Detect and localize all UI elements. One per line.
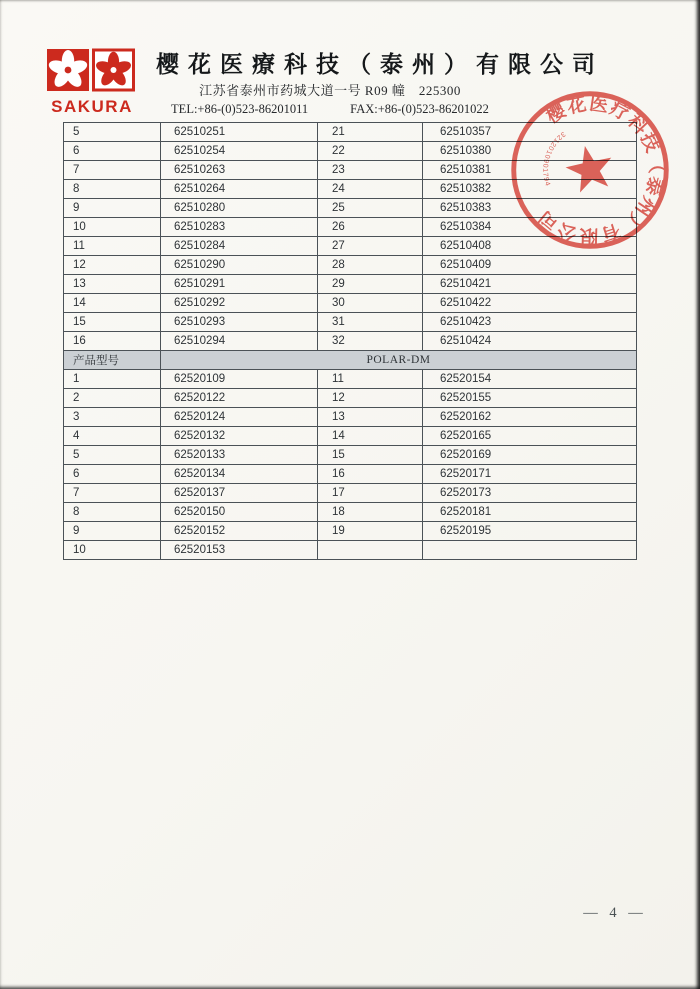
row-index-cell: 5 [64, 123, 161, 142]
row-index-cell: 10 [64, 218, 161, 237]
serial-number-cell: 62520137 [161, 484, 318, 503]
serial-number-cell: 62510409 [423, 256, 637, 275]
model-header-section [64, 351, 637, 370]
serial-number-table [63, 122, 637, 560]
serial-number-cell: 62510408 [423, 237, 637, 256]
serial-number-cell: 62510381 [423, 161, 637, 180]
table-row [64, 294, 637, 313]
row-index-cell: 10 [64, 541, 161, 560]
serial-number-cell: 62510382 [423, 180, 637, 199]
row-index-cell: 3 [64, 408, 161, 427]
row-index-cell: 19 [318, 522, 423, 541]
row-index-cell: 18 [318, 503, 423, 522]
row-index-cell: 27 [318, 237, 423, 256]
row-index-cell: 2 [64, 389, 161, 408]
serial-number-cell: 62510280 [161, 199, 318, 218]
row-index-cell: 26 [318, 218, 423, 237]
row-index-cell: 16 [64, 332, 161, 351]
serial-number-cell: 62510292 [161, 294, 318, 313]
serial-number-cell: 62510293 [161, 313, 318, 332]
serial-number-cell: 62510421 [423, 275, 637, 294]
company-contact-block [138, 80, 522, 117]
row-index-cell: 9 [64, 522, 161, 541]
table-row [64, 541, 637, 560]
serial-number-cell: 62510384 [423, 218, 637, 237]
row-index-cell: 4 [64, 427, 161, 446]
row-index-cell: 13 [64, 275, 161, 294]
row-index-cell: 29 [318, 275, 423, 294]
serial-table-section-1 [64, 123, 637, 351]
row-index-cell: 16 [318, 465, 423, 484]
table-row [64, 161, 637, 180]
row-index-cell: 13 [318, 408, 423, 427]
serial-number-cell: 62510251 [161, 123, 318, 142]
row-index-cell: 14 [64, 294, 161, 313]
table-row [64, 522, 637, 541]
serial-number-cell: 62520122 [161, 389, 318, 408]
table-row [64, 446, 637, 465]
row-index-cell: 5 [64, 446, 161, 465]
table-row [64, 275, 637, 294]
table-row [64, 123, 637, 142]
table-row [64, 237, 637, 256]
serial-number-cell: 62520181 [423, 503, 637, 522]
row-index-cell [318, 541, 423, 560]
sakura-logo-icon [46, 48, 138, 116]
table-row [64, 218, 637, 237]
row-index-cell: 28 [318, 256, 423, 275]
serial-number-cell: 62520152 [161, 522, 318, 541]
company-telfax [138, 102, 522, 117]
brand-text: SAKURA [51, 97, 133, 116]
product-model-value: POLAR-DM [161, 351, 637, 370]
product-model-label: 产品型号 [64, 351, 161, 370]
serial-number-cell: 62520132 [161, 427, 318, 446]
table-row [64, 142, 637, 161]
row-index-cell: 12 [318, 389, 423, 408]
serial-number-cell: 62510424 [423, 332, 637, 351]
table-row [64, 503, 637, 522]
serial-number-cell: 62520169 [423, 446, 637, 465]
company-fax: FAX:+86-(0)523-86201022 [350, 102, 489, 116]
row-index-cell: 15 [64, 313, 161, 332]
row-index-cell: 15 [318, 446, 423, 465]
row-index-cell: 31 [318, 313, 423, 332]
serial-number-cell: 62520109 [161, 370, 318, 389]
serial-number-cell: 62510283 [161, 218, 318, 237]
row-index-cell: 23 [318, 161, 423, 180]
seal-registration-number: 3212010901794 [541, 130, 567, 188]
row-index-cell: 17 [318, 484, 423, 503]
serial-number-cell: 62510383 [423, 199, 637, 218]
serial-number-cell: 62520173 [423, 484, 637, 503]
row-index-cell: 8 [64, 180, 161, 199]
serial-number-cell: 62510423 [423, 313, 637, 332]
row-index-cell: 11 [318, 370, 423, 389]
row-index-cell: 7 [64, 484, 161, 503]
serial-number-cell: 62520195 [423, 522, 637, 541]
serial-number-cell: 62520133 [161, 446, 318, 465]
serial-number-cell: 62520154 [423, 370, 637, 389]
row-index-cell: 30 [318, 294, 423, 313]
table-row [64, 313, 637, 332]
company-tel: TEL:+86-(0)523-86201011 [171, 102, 309, 116]
serial-number-cell: 62510284 [161, 237, 318, 256]
serial-number-cell: 62510357 [423, 123, 637, 142]
serial-number-cell: 62520165 [423, 427, 637, 446]
row-index-cell: 6 [64, 142, 161, 161]
serial-number-cell: 62510380 [423, 142, 637, 161]
row-index-cell: 32 [318, 332, 423, 351]
table-row [64, 180, 637, 199]
serial-number-cell: 62520171 [423, 465, 637, 484]
serial-number-cell: 62510290 [161, 256, 318, 275]
product-model-row [64, 351, 637, 370]
company-name: 樱花医療科技（泰州）有限公司 [156, 51, 604, 77]
serial-number-cell: 62510254 [161, 142, 318, 161]
table-row [64, 389, 637, 408]
row-index-cell: 8 [64, 503, 161, 522]
company-address: 江苏省泰州市药城大道一号 R09 幢 225300 [199, 83, 461, 98]
row-index-cell: 24 [318, 180, 423, 199]
row-index-cell: 21 [318, 123, 423, 142]
serial-number-cell: 62520162 [423, 408, 637, 427]
table-row [64, 465, 637, 484]
row-index-cell: 12 [64, 256, 161, 275]
table-row [64, 199, 637, 218]
serial-table-section-2 [64, 370, 637, 560]
row-index-cell: 6 [64, 465, 161, 484]
row-index-cell: 22 [318, 142, 423, 161]
row-index-cell: 1 [64, 370, 161, 389]
table-row [64, 332, 637, 351]
row-index-cell: 25 [318, 199, 423, 218]
serial-number-cell: 62510294 [161, 332, 318, 351]
serial-number-cell: 62510291 [161, 275, 318, 294]
row-index-cell: 14 [318, 427, 423, 446]
page-number: — 4 — [583, 905, 647, 921]
table-row [64, 484, 637, 503]
serial-number-cell: 62520124 [161, 408, 318, 427]
table-row [64, 408, 637, 427]
serial-number-cell: 62510264 [161, 180, 318, 199]
table-row [64, 256, 637, 275]
serial-number-cell: 62510263 [161, 161, 318, 180]
serial-number-cell: 62520153 [161, 541, 318, 560]
serial-number-cell: 62520134 [161, 465, 318, 484]
seal-ring-text: 樱花医疗科技（泰州）有限公司 [533, 93, 667, 247]
table-row [64, 427, 637, 446]
row-index-cell: 7 [64, 161, 161, 180]
table-row [64, 370, 637, 389]
serial-number-cell [423, 541, 637, 560]
row-index-cell: 9 [64, 199, 161, 218]
serial-number-cell: 62520150 [161, 503, 318, 522]
row-index-cell: 11 [64, 237, 161, 256]
serial-number-cell: 62510422 [423, 294, 637, 313]
serial-number-cell: 62520155 [423, 389, 637, 408]
